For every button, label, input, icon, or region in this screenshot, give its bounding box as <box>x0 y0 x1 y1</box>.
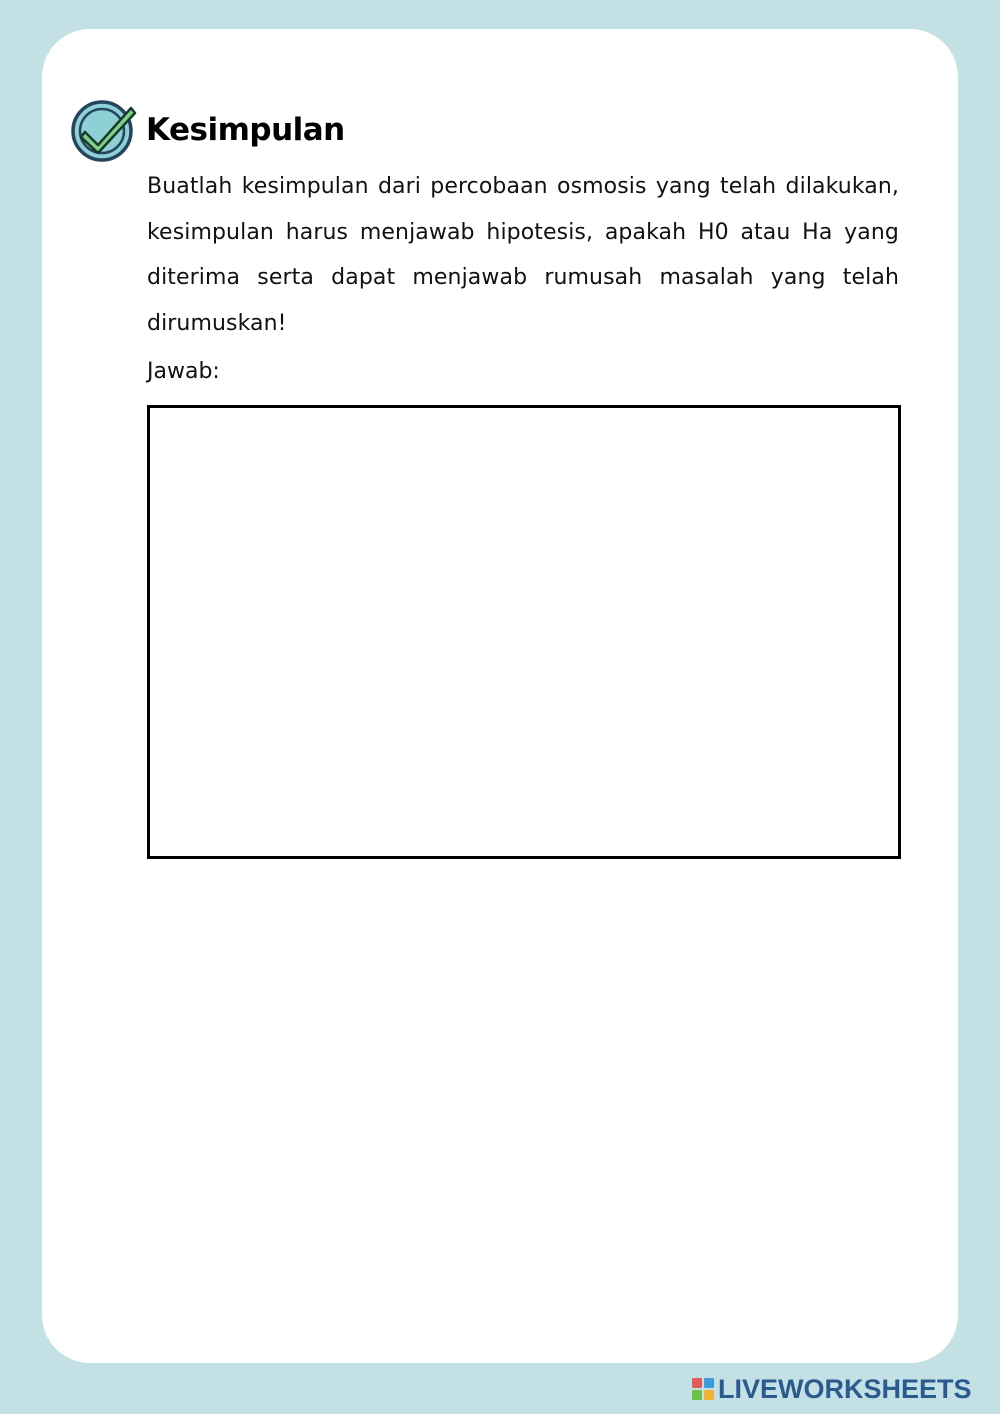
answer-input[interactable] <box>147 405 901 859</box>
answer-label: Jawab: <box>147 359 220 384</box>
check-badge-icon <box>71 98 137 164</box>
liveworksheets-logo-icon <box>692 1378 714 1400</box>
section-title: Kesimpulan <box>146 112 345 148</box>
instructions-text: Buatlah kesimpulan dari percobaan osmosis yang telah dilakukan, kesimpulan harus menjawab hipotesis, apakah H0 atau Ha yang diterima serta dapat menjawab rumusah masalah yang telah dirumuskan! <box>147 174 899 336</box>
brand-footer[interactable] <box>692 1374 972 1404</box>
brand-name: LIVEWORKSHEETS <box>718 1374 972 1404</box>
